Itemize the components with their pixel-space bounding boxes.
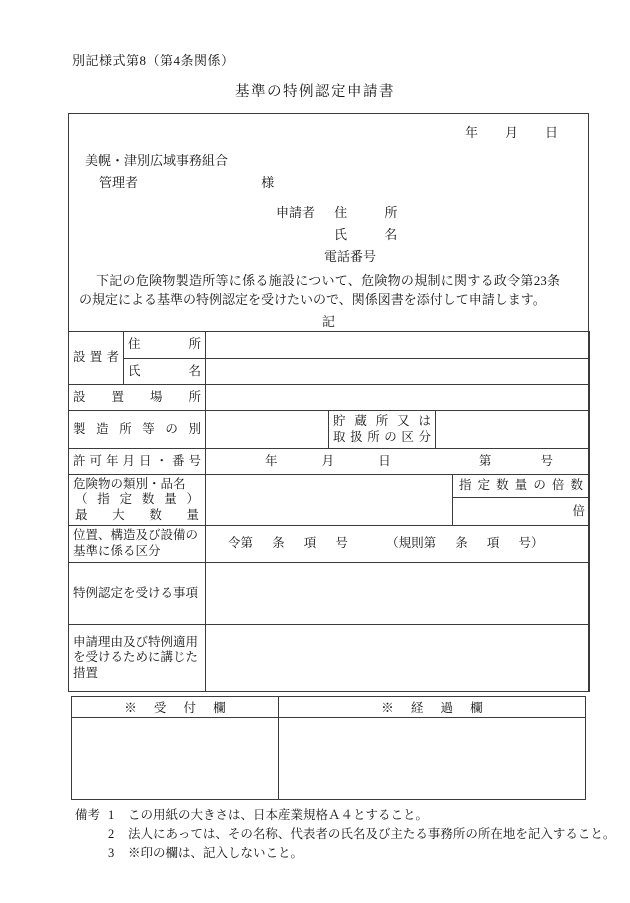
storage-category-label-line1: 貯蔵所又は (333, 413, 431, 428)
reason-value (206, 625, 590, 692)
remark-item (75, 806, 615, 825)
remark-number: 3 (108, 846, 115, 860)
permit-number-placeholders: 第 号 (478, 453, 553, 468)
storage-category-label-line2: 取扱所の区分 (333, 429, 431, 444)
permit-date-number-value (206, 449, 590, 475)
hazmat-value (206, 475, 453, 526)
application-statement: 下記の危険物製造所等に係る施設について、危険物の規制に関する政令第23条の規定による基準の特例認定を受けたいので、関係図書を添付して申請します。 (79, 273, 560, 307)
exception-items-value (206, 563, 590, 625)
form-frame (68, 113, 589, 692)
date-year-label: 年 (464, 125, 478, 140)
form-number: 別記様式第8（第4条関係） (72, 53, 235, 68)
progress-column-header: ※ 経 過 欄 (279, 697, 586, 718)
hazmat-label-line2: （指定数量） (75, 492, 199, 507)
multiple-label: 指定数量の倍数 (453, 475, 590, 498)
applicant-label: 申請者 (276, 205, 316, 220)
location-label: 設置場所 (69, 385, 206, 411)
remark-item (75, 844, 615, 863)
date-day-label: 日 (544, 125, 558, 140)
multiple-unit-label: 倍 (453, 498, 590, 526)
remarks-label: 備考 (75, 808, 101, 822)
remark-text: ※印の欄は、記入しないこと。 (128, 846, 304, 860)
honorific: 様 (261, 175, 275, 190)
applicant-phone-line (276, 246, 398, 268)
record-mark: 記 (321, 314, 335, 329)
remarks-block (75, 806, 615, 863)
standards-category-label: 位置、構造及び設備の基準に係る区分 (69, 526, 206, 563)
applicant-name-line (276, 224, 398, 246)
addressee-org: 美幌・津別広域事務組合 (85, 153, 229, 168)
applicant-phone-label: 電話番号 (324, 249, 377, 264)
storage-category-label (329, 411, 436, 449)
location-value (206, 385, 590, 411)
remark-item (75, 825, 615, 844)
installer-label: 設置者 (69, 332, 124, 385)
remark-text: 法人にあっては、その名称、代表者の氏名及び主たる事務所の所在地を記入すること。 (128, 827, 616, 841)
applicant-address-label: 住 所 (334, 205, 398, 220)
facility-type-label: 製造所等の別 (69, 411, 206, 449)
installer-name-value (206, 359, 590, 385)
standards-placeholders: 令第 条 項 号 （規則第 条 項 号） (228, 536, 544, 551)
addressee-role: 管理者 (99, 175, 139, 190)
addressee-role-line (99, 172, 274, 191)
reason-label: 申請理由及び特例適用を受けるために講じた措置 (69, 625, 206, 692)
storage-category-value (436, 411, 590, 449)
installer-address-value (206, 332, 590, 359)
progress-column-cell (279, 718, 586, 800)
applicant-name-label: 氏 名 (334, 227, 398, 242)
hazmat-label-line3: 最大数量 (75, 507, 199, 522)
hazmat-label (69, 475, 206, 526)
remark-number: 1 (108, 808, 115, 822)
exception-items-label: 特例認定を受ける事項 (69, 563, 206, 625)
installer-address-label: 住所 (124, 332, 206, 359)
remark-number: 2 (108, 827, 115, 841)
reception-column-cell (72, 718, 279, 800)
detail-table (68, 331, 590, 692)
remark-text: この用紙の大きさは、日本産業規格Ａ４とすること。 (128, 808, 429, 822)
applicant-block (276, 202, 398, 268)
facility-type-value (206, 411, 329, 449)
date-month-label: 月 (504, 125, 518, 140)
hazmat-label-line1: 危険物の類別・品名 (73, 476, 186, 491)
standards-category-value (206, 526, 590, 563)
page-title: 基準の特例認定申請書 (235, 84, 395, 100)
permit-date-number-label: 許可年月日・番号 (69, 449, 206, 475)
applicant-address-line (276, 202, 398, 224)
installer-name-label: 氏名 (124, 359, 206, 385)
permit-date-placeholders: 年 月 日 (265, 453, 391, 468)
reception-column-header: ※ 受 付 欄 (72, 697, 279, 718)
permit-line (210, 454, 585, 470)
date-line (465, 122, 558, 141)
office-use-table (71, 696, 586, 800)
